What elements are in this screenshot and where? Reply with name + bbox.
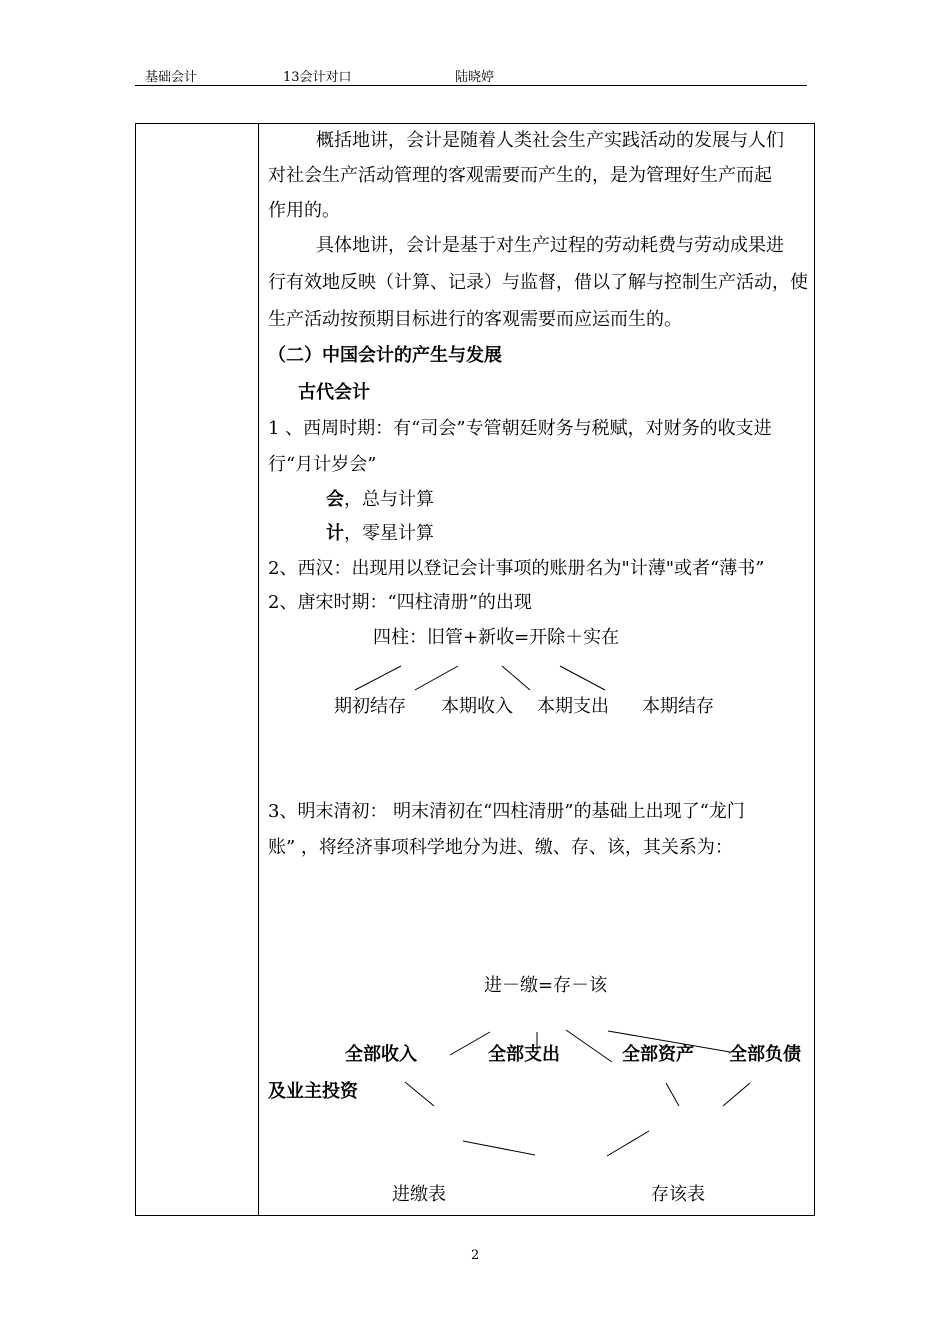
sizhu-connector-3 xyxy=(502,666,530,690)
item2-tangsong: 2、唐宋时期：“四柱清册”的出现 xyxy=(268,592,532,613)
longmen-formula: 进－缴=存－该 xyxy=(484,975,608,996)
longmen-connector-7 xyxy=(723,1083,750,1106)
section-heading-2: （二）中国会计的产生与发展 xyxy=(268,345,502,366)
sizhu-label-2: 本期收入 xyxy=(441,696,513,717)
longmen-connector-5 xyxy=(405,1082,434,1106)
longmen-connector-6 xyxy=(666,1083,679,1106)
page-number: 2 xyxy=(471,1248,480,1263)
longmen-connector-1 xyxy=(450,1032,490,1055)
longmen-connector-3 xyxy=(566,1030,612,1062)
sizhu-label-4: 本期结存 xyxy=(642,696,714,717)
sizhu-label-1: 期初结存 xyxy=(334,696,406,717)
sizhu-connector-4 xyxy=(560,666,605,690)
longmen-connector-9 xyxy=(607,1131,649,1156)
header-class: 13会计对口 xyxy=(283,70,352,85)
category-liabilities: 全部负债 xyxy=(729,1044,801,1065)
category-assets: 全部资产 xyxy=(622,1044,694,1065)
hui-term: 会 xyxy=(326,489,344,510)
para1-line1: 概括地讲，会计是随着人类社会生产实践活动的发展与人们 xyxy=(316,130,784,151)
hui-def: ，总与计算 xyxy=(344,489,434,510)
sizhu-connector-1 xyxy=(355,666,401,690)
table-cungai: 存该表 xyxy=(651,1184,705,1205)
sizhu-label-3: 本期支出 xyxy=(537,696,609,717)
ji-term: 计 xyxy=(326,523,344,544)
item3-line2: 账” ，将经济事项科学地分为进、缴、存、该，其关系为： xyxy=(268,837,733,858)
longmen-connector-8 xyxy=(463,1141,535,1155)
item3-line1: 3、明末清初： 明末清初在“四柱清册”的基础上出现了“龙门 xyxy=(268,801,745,822)
header-course: 基础会计 xyxy=(145,70,198,85)
item2-xihan: 2、西汉：出现用以登记会计事项的账册名为"计薄"或者“薄书” xyxy=(268,558,765,579)
para2-line1: 具体地讲，会计是基于对生产过程的劳动耗费与劳动成果进 xyxy=(316,235,784,256)
category-income: 全部收入 xyxy=(345,1044,417,1065)
para1-line3: 作用的。 xyxy=(268,200,340,221)
category-expense: 全部支出 xyxy=(488,1044,560,1065)
para2-line2: 行有效地反映（计算、记录）与监督，借以了解与控制生产活动，使 xyxy=(268,272,808,293)
header-author: 陆晓婷 xyxy=(455,70,495,85)
category-liabilities-cont: 及业主投资 xyxy=(268,1081,358,1102)
para2-line3: 生产活动按预期目标进行的客观需要而应运而生的。 xyxy=(268,309,682,330)
sizhu-formula: 四柱：旧管+新收=开除＋实在 xyxy=(373,627,620,648)
sizhu-connector-2 xyxy=(415,666,458,690)
para1-line2: 对社会生产活动管理的客观需要而产生的，是为管理好生产而起 xyxy=(268,165,772,186)
item1-line2: 行“月计岁会” xyxy=(268,454,377,475)
ji-def: ，零星计算 xyxy=(344,523,434,544)
longmen-connector-4 xyxy=(608,1031,730,1052)
subheading-ancient: 古代会计 xyxy=(298,382,370,403)
table-jinjiao: 进缴表 xyxy=(392,1184,446,1205)
item1-line1: 1 、西周时期：有“司会”专管朝廷财务与税赋，对财务的收支进 xyxy=(268,418,772,439)
